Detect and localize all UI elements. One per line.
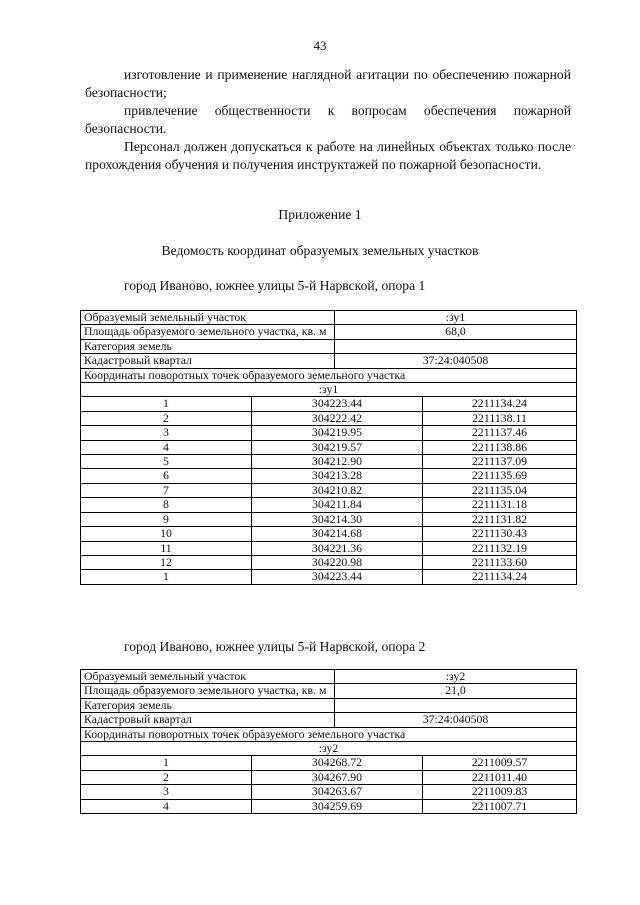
paragraph: изготовление и применение наглядной агитации по обеспечению пожарной безопасности;: [85, 67, 571, 100]
table-row: [81, 325, 577, 339]
x-coordinate: 304219.57: [252, 440, 423, 454]
table-row: [81, 785, 577, 799]
parcel-value: :зу1: [335, 311, 577, 325]
table-row: [81, 411, 577, 425]
table-row: [81, 383, 577, 397]
x-coordinate: 304211.84: [252, 498, 423, 512]
table-row: [81, 541, 577, 555]
cadastral-value: 37:24:040508: [335, 354, 577, 368]
location-heading-2: город Иваново, южнее улицы 5-й Нарвской, опора 2: [124, 639, 426, 654]
x-coordinate: 304213.28: [252, 469, 423, 483]
y-coordinate: 2211138.86: [423, 440, 577, 454]
y-coordinate: 2211011.40: [423, 770, 577, 784]
table-row: [81, 483, 577, 497]
y-coordinate: 2211130.43: [423, 527, 577, 541]
table-row: [81, 684, 577, 698]
table-row: [81, 756, 577, 770]
x-coordinate: 304219.95: [252, 426, 423, 440]
paragraph: привлечение общественности к вопросам обеспечения пожарной безопасности.: [85, 103, 571, 136]
coordinates-label: Координаты поворотных точек образуемого земельного участка: [81, 727, 577, 741]
table-row: [81, 455, 577, 469]
point-number: 2: [81, 411, 252, 425]
table-row: [81, 426, 577, 440]
coordinates-table-2: [80, 669, 577, 814]
y-coordinate: 2211138.11: [423, 411, 577, 425]
table-row: [81, 713, 577, 727]
table-row: [81, 570, 577, 584]
point-number: 4: [81, 799, 252, 813]
table-row: [81, 670, 577, 684]
x-coordinate: 304259.69: [252, 799, 423, 813]
point-number: 4: [81, 440, 252, 454]
category-label: Категория земель: [81, 698, 335, 712]
y-coordinate: 2211007.71: [423, 799, 577, 813]
area-value: 21,0: [335, 684, 577, 698]
appendix-title: Приложение 1: [278, 207, 362, 222]
x-coordinate: 304214.30: [252, 512, 423, 526]
point-number: 3: [81, 785, 252, 799]
y-coordinate: 2211009.57: [423, 756, 577, 770]
page-number: 43: [313, 38, 327, 53]
y-coordinate: 2211137.46: [423, 426, 577, 440]
table-row: [81, 799, 577, 813]
x-coordinate: 304212.90: [252, 455, 423, 469]
y-coordinate: 2211134.24: [423, 570, 577, 584]
x-coordinate: 304220.98: [252, 555, 423, 569]
coordinates-label: Координаты поворотных точек образуемого земельного участка: [81, 368, 577, 382]
table-row: [81, 354, 577, 368]
x-coordinate: 304222.42: [252, 411, 423, 425]
y-coordinate: 2211132.19: [423, 541, 577, 555]
point-number: 3: [81, 426, 252, 440]
paragraph: Персонал должен допускаться к работе на линейных объектах только после прохождения обучения и получения инструктажей по пожарной безопасности.: [85, 139, 571, 172]
category-value: [335, 339, 577, 353]
point-number: 12: [81, 555, 252, 569]
parcel-label: Образуемый земельный участок: [81, 311, 335, 325]
category-label: Категория земель: [81, 339, 335, 353]
x-coordinate: 304267.90: [252, 770, 423, 784]
table-row: [81, 469, 577, 483]
x-coordinate: 304223.44: [252, 570, 423, 584]
body-text: [85, 66, 571, 174]
point-number: 6: [81, 469, 252, 483]
x-coordinate: 304263.67: [252, 785, 423, 799]
y-coordinate: 2211135.69: [423, 469, 577, 483]
table-row: [81, 698, 577, 712]
table-row: [81, 770, 577, 784]
table-row: [81, 727, 577, 741]
location-heading-1: город Иваново, южнее улицы 5-й Нарвской, опора 1: [124, 278, 426, 293]
y-coordinate: 2211131.18: [423, 498, 577, 512]
table-row: [81, 311, 577, 325]
point-number: 11: [81, 541, 252, 555]
point-number: 1: [81, 756, 252, 770]
cadastral-value: 37:24:040508: [335, 713, 577, 727]
table-row: [81, 527, 577, 541]
parcel-label: Образуемый земельный участок: [81, 670, 335, 684]
point-number: 10: [81, 527, 252, 541]
y-coordinate: 2211133.60: [423, 555, 577, 569]
point-number: 9: [81, 512, 252, 526]
cadastral-label: Кадастровый квартал: [81, 713, 335, 727]
coordinates-parcel: :зу2: [81, 742, 577, 756]
cadastral-label: Кадастровый квартал: [81, 354, 335, 368]
point-number: 2: [81, 770, 252, 784]
y-coordinate: 2211135.04: [423, 483, 577, 497]
area-value: 68,0: [335, 325, 577, 339]
area-label: Площадь образуемого земельного участка, кв. м: [81, 325, 335, 339]
y-coordinate: 2211137.09: [423, 455, 577, 469]
y-coordinate: 2211131.82: [423, 512, 577, 526]
area-label: Площадь образуемого земельного участка, кв. м: [81, 684, 335, 698]
parcel-value: :зу2: [335, 670, 577, 684]
y-coordinate: 2211009.83: [423, 785, 577, 799]
table-row: [81, 440, 577, 454]
x-coordinate: 304221.36: [252, 541, 423, 555]
y-coordinate: 2211134.24: [423, 397, 577, 411]
x-coordinate: 304268.72: [252, 756, 423, 770]
category-value: [335, 698, 577, 712]
point-number: 5: [81, 455, 252, 469]
coordinates-parcel: :зу1: [81, 383, 577, 397]
point-number: 1: [81, 570, 252, 584]
coordinates-table-1: [80, 310, 577, 585]
table-row: [81, 512, 577, 526]
table-row: [81, 368, 577, 382]
table-row: [81, 742, 577, 756]
point-number: 1: [81, 397, 252, 411]
x-coordinate: 304210.82: [252, 483, 423, 497]
point-number: 8: [81, 498, 252, 512]
point-number: 7: [81, 483, 252, 497]
document-title: Ведомость координат образуемых земельных участков: [161, 243, 479, 258]
table-row: [81, 498, 577, 512]
table-row: [81, 397, 577, 411]
x-coordinate: 304214.68: [252, 527, 423, 541]
table-row: [81, 555, 577, 569]
table-row: [81, 339, 577, 353]
x-coordinate: 304223.44: [252, 397, 423, 411]
